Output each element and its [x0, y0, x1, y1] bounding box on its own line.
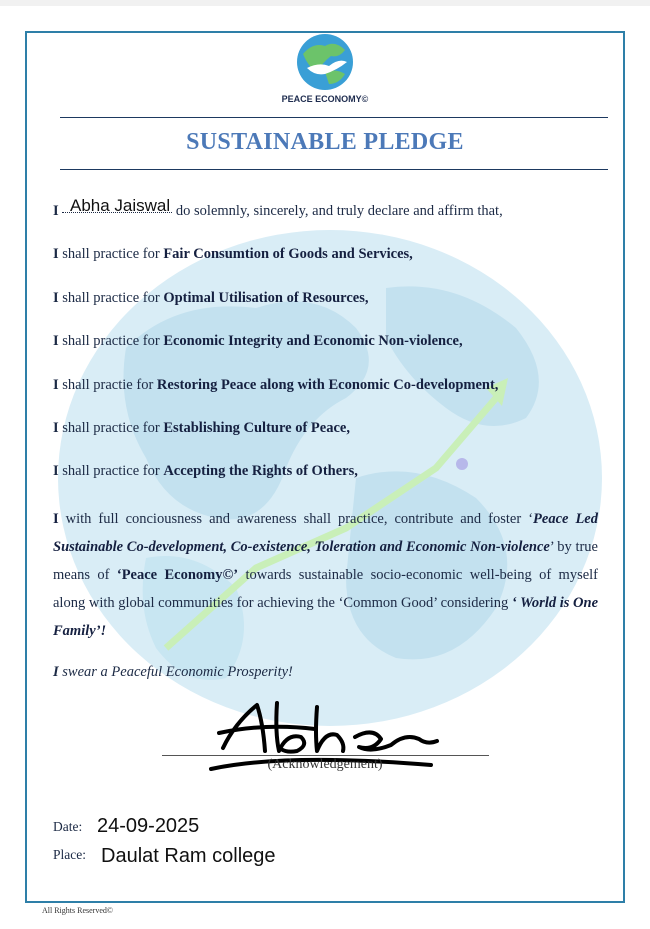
- pledge-line: I shall practice for Accepting the Rights of Others,: [53, 463, 358, 479]
- top-bar: [0, 0, 650, 6]
- title-rule-top: [60, 117, 608, 118]
- swear-line: I swear a Peaceful Economic Prosperity!: [53, 664, 293, 680]
- pledger-name: Abha Jaiswal: [70, 196, 171, 215]
- title-rule-bottom: [60, 169, 608, 170]
- pledge-line: I shall practie for Restoring Peace along with Economic Co-development,: [53, 377, 499, 393]
- declaration-lead: I: [53, 203, 59, 219]
- pledge-line: I shall practice for Fair Consumtion of Goods and Services,: [53, 246, 413, 262]
- signature-line: [162, 755, 489, 756]
- copyright-footer: All Rights Reserved©: [42, 906, 113, 915]
- place-label: Place:: [53, 847, 86, 862]
- commitment-paragraph: I with full conciousness and awareness shall practice, contribute and foster ‘Peace Led Sustainable Co-development, Co-existence, Toleration and Economic Non-violence’ by true means of ‘Peace Economy©’ towards sustainable socio-economic well-being of myself along with global communities for achieving the ‘Common Good’ considering ‘ World is One Family’!: [53, 511, 599, 639]
- page-title: SUSTAINABLE PLEDGE: [186, 129, 464, 155]
- acknowledgement-label: (Acknowledgement): [267, 757, 383, 772]
- pledge-line: I shall practice for Establishing Culture of Peace,: [53, 420, 350, 436]
- pledge-line: I shall practice for Optimal Utilisation of Resources,: [53, 290, 369, 306]
- declaration-text: do solemnly, sincerely, and truly declare and affirm that,: [172, 203, 503, 219]
- brand-name: PEACE ECONOMY©: [281, 94, 369, 104]
- pledge-line: I shall practice for Economic Integrity and Economic Non-violence,: [53, 333, 463, 349]
- place-value: Daulat Ram college: [101, 845, 276, 867]
- date-label: Date:: [53, 819, 83, 834]
- date-value: 24-09-2025: [97, 815, 200, 837]
- peace-economy-logo-icon: [295, 32, 355, 92]
